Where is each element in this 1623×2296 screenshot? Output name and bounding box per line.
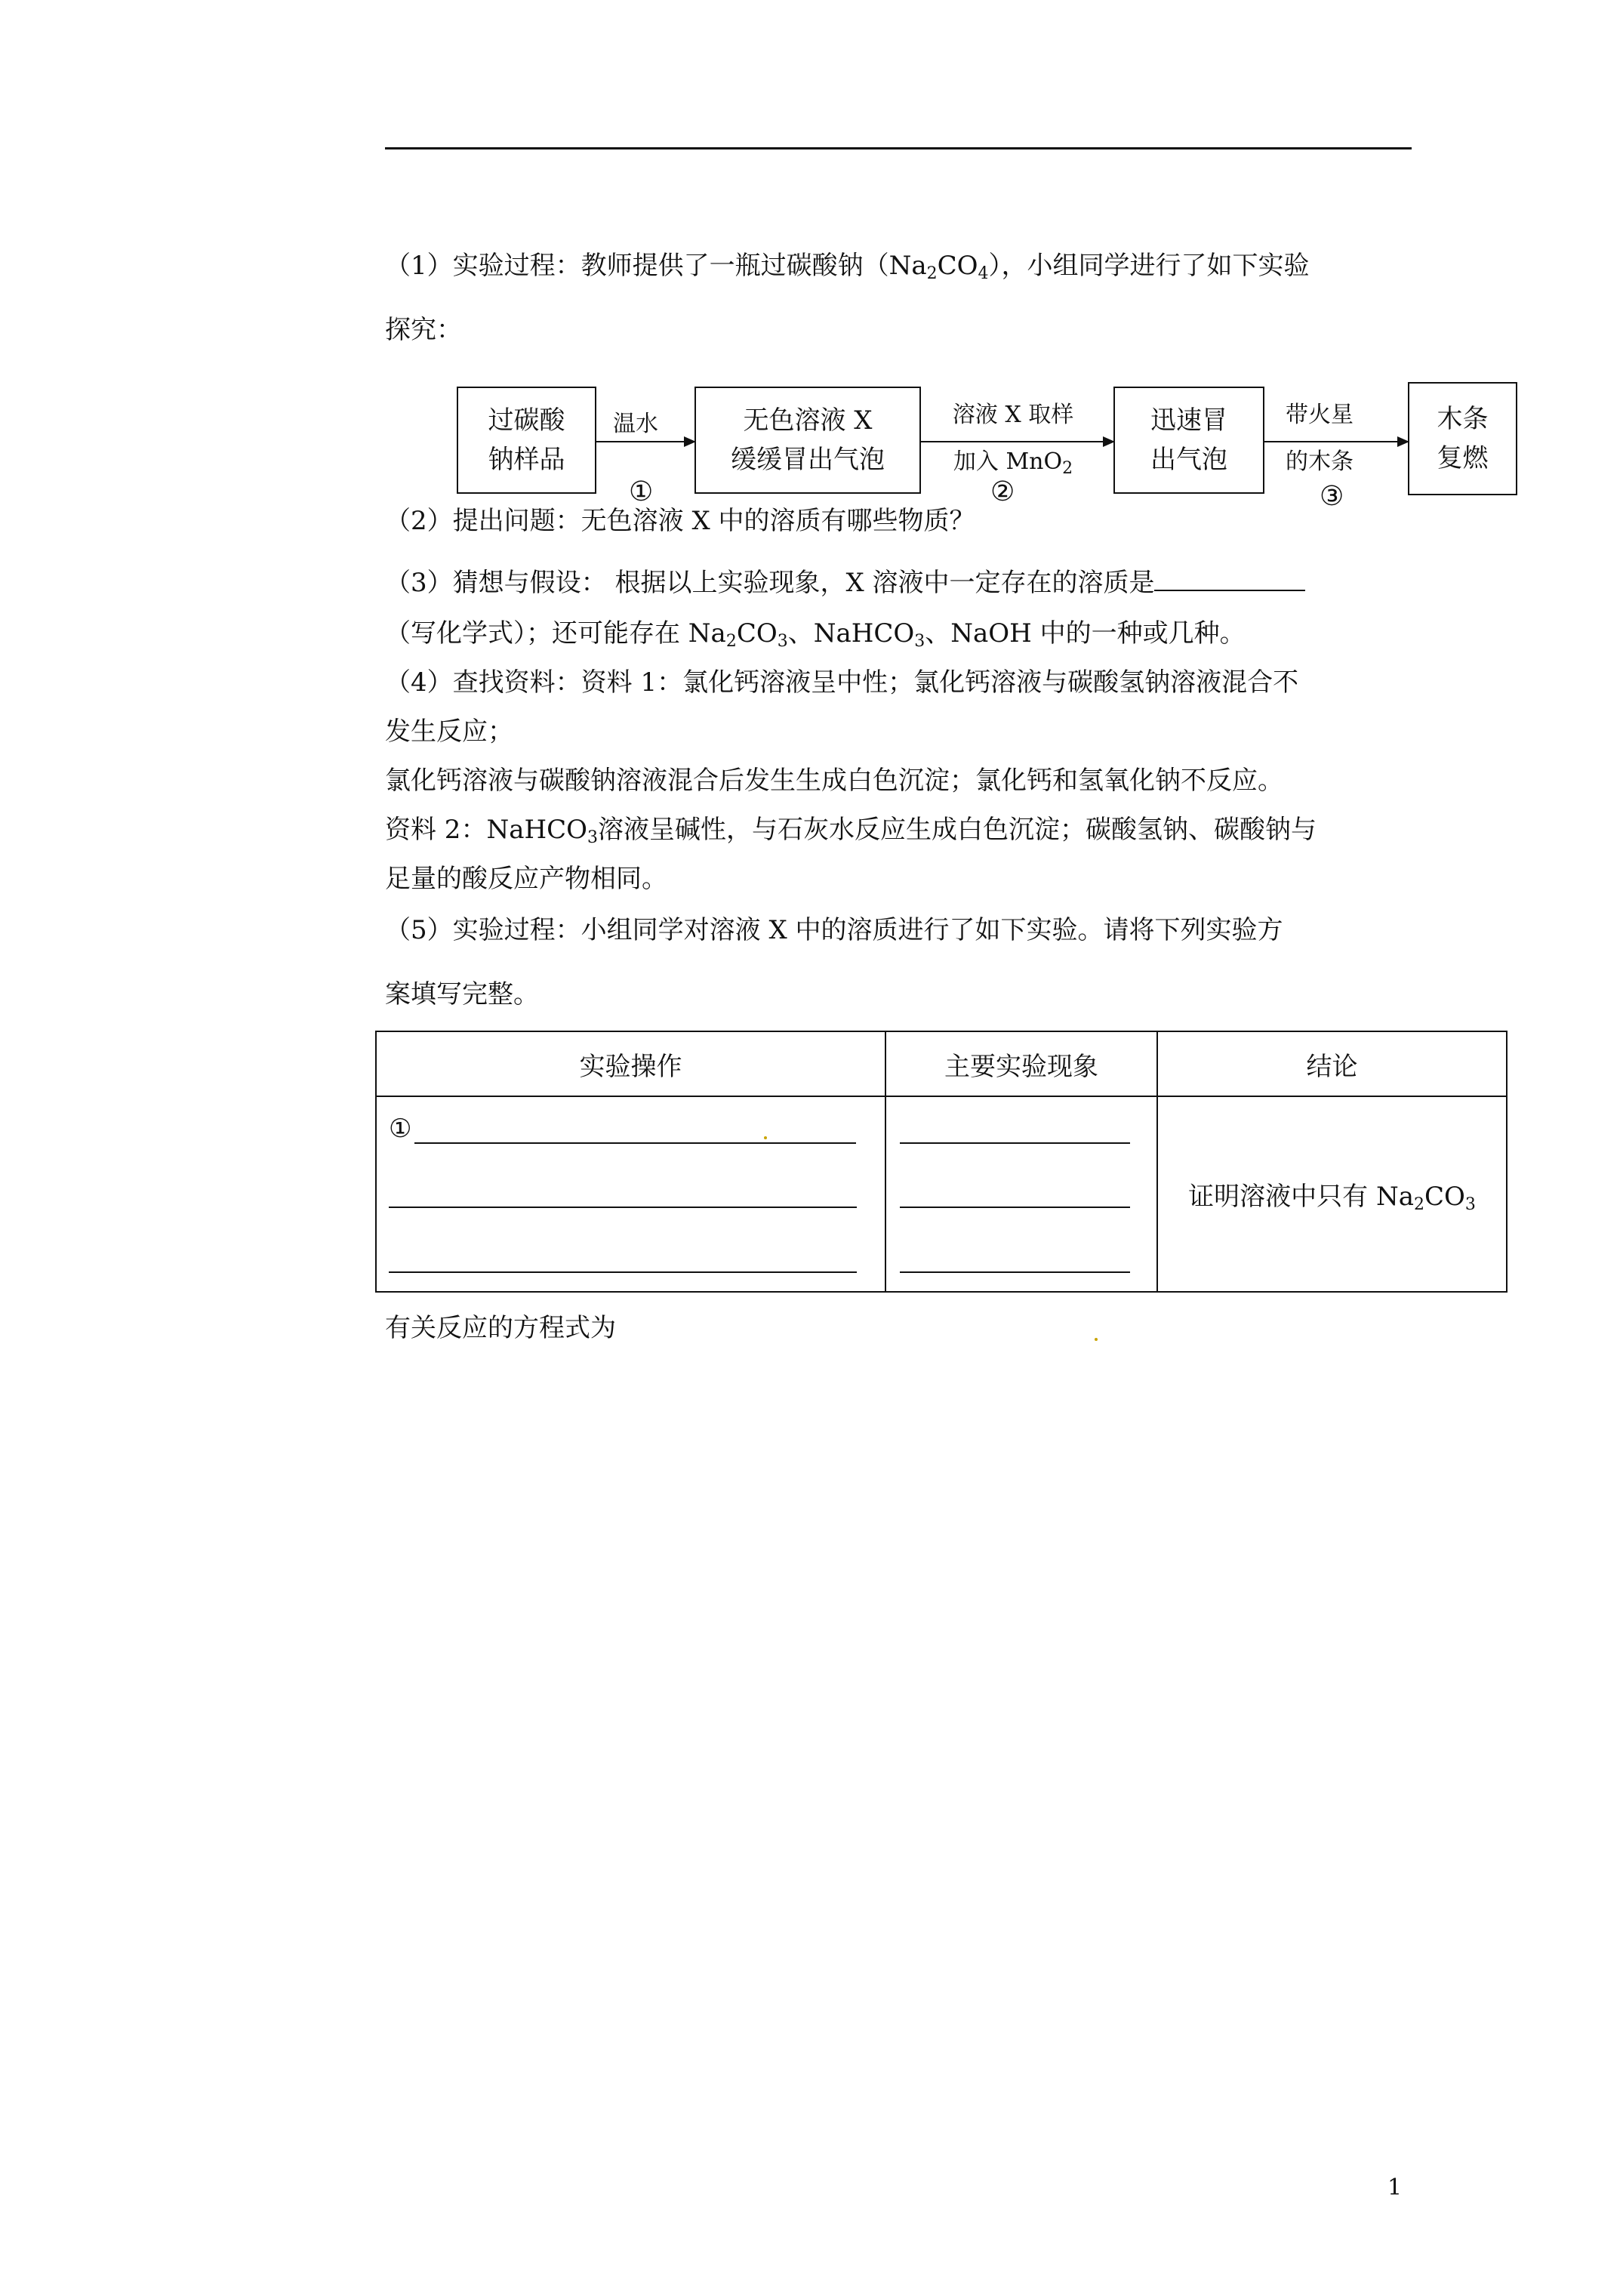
table-header-row — [376, 1031, 1507, 1096]
phenomenon-blank-1[interactable] — [900, 1142, 1130, 1144]
flow-box-sample-line1: 过碳酸 — [488, 405, 565, 436]
header-rule — [385, 147, 1412, 149]
equation-label: 有关反应的方程式为 — [385, 1313, 616, 1343]
step2-label-top: 溶液 X 取样 — [952, 402, 1074, 428]
section4-line2: 发生反应； — [385, 717, 513, 747]
step1-label: 温水 — [613, 411, 658, 437]
answer-blank-solute[interactable] — [1154, 567, 1305, 591]
cell-phenomenon — [885, 1096, 1157, 1292]
print-speck — [764, 1136, 767, 1139]
row1-marker: ① — [389, 1114, 412, 1144]
cell-conclusion: 证明溶液中只有 $Na_2CO_3$ — [1157, 1096, 1507, 1292]
step3-number: ③ — [1320, 481, 1344, 512]
flow-box-bubbles-line2: 出气泡 — [1150, 445, 1227, 475]
step1-arrow — [596, 441, 694, 442]
flow-box-bubbles-line1: 迅速冒 — [1150, 405, 1227, 436]
phenomenon-blank-3[interactable] — [900, 1271, 1130, 1273]
section3-line1: （3）猜想与假设： 根据以上实验现象，X 溶液中一定存在的溶质是 — [385, 566, 1305, 599]
experiment-table — [375, 1031, 1508, 1293]
operation-blank-3[interactable] — [389, 1271, 857, 1273]
cell-operation — [376, 1096, 885, 1292]
operation-blank-2[interactable] — [389, 1207, 857, 1208]
header-phenomenon: 主要实验现象 — [885, 1031, 1157, 1096]
step2-label-bottom: 加入 MnO$_2$ — [953, 448, 1073, 478]
phenomenon-blank-2[interactable] — [900, 1207, 1130, 1208]
section4-line5: 足量的酸反应产物相同。 — [385, 864, 667, 894]
header-operation: 实验操作 — [376, 1031, 885, 1096]
section4-line3: 氯化钙溶液与碳酸钠溶液混合后发生生成白色沉淀；氯化钙和氢氧化钠不反应。 — [385, 766, 1283, 796]
step3-label-bottom: 的木条 — [1286, 448, 1354, 475]
flow-box-rekindle-line2: 复燃 — [1437, 443, 1489, 473]
flow-box-sample-line2: 钠样品 — [488, 445, 565, 475]
flow-box-bubbles — [1113, 387, 1264, 494]
operation-blank-1[interactable] — [414, 1142, 856, 1144]
table-row — [376, 1096, 1507, 1292]
section5-line2: 案填写完整。 — [385, 979, 539, 1009]
section4-line1: （4）查找资料：资料 1：氯化钙溶液呈中性；氯化钙溶液与碳酸氢钠溶液混合不 — [385, 667, 1299, 698]
step2-arrow — [921, 441, 1113, 442]
section5-line1: （5）实验过程：小组同学对溶液 X 中的溶质进行了如下实验。请将下列实验方 — [385, 915, 1283, 945]
print-speck — [1095, 1338, 1098, 1341]
step2-number: ② — [990, 476, 1015, 507]
flow-box-sample — [457, 387, 596, 494]
step1-number: ① — [629, 476, 654, 507]
page-number: 1 — [1387, 2174, 1403, 2201]
section1-line2: 探究： — [385, 315, 462, 345]
flow-box-solution-x-line1: 无色溶液 X — [743, 405, 873, 436]
section3-line2: （写化学式）；还可能存在 $Na_2CO_3$、NaHCO$_3$、NaOH 中的一种或几种。 — [385, 618, 1246, 651]
step3-arrow — [1264, 441, 1408, 442]
flow-box-rekindle — [1408, 382, 1517, 495]
flow-box-solution-x — [694, 387, 921, 494]
flow-box-rekindle-line1: 木条 — [1437, 404, 1489, 434]
flow-box-solution-x-line2: 缓缓冒出气泡 — [731, 445, 885, 475]
section1-line1: （1）实验过程：教师提供了一瓶过碳酸钠$(Na_2CO_4)$，小组同学进行了如下实验 — [385, 251, 1310, 283]
section2-question: （2）提出问题：无色溶液 X 中的溶质有哪些物质？ — [385, 506, 975, 536]
step3-label-top: 带火星 — [1286, 402, 1354, 428]
section4-line4: 资料 2：NaHCO$_3$溶液呈碱性，与石灰水反应生成白色沉淀；碳酸氢钠、碳酸钠与 — [385, 815, 1317, 847]
header-conclusion: 结论 — [1157, 1031, 1507, 1096]
